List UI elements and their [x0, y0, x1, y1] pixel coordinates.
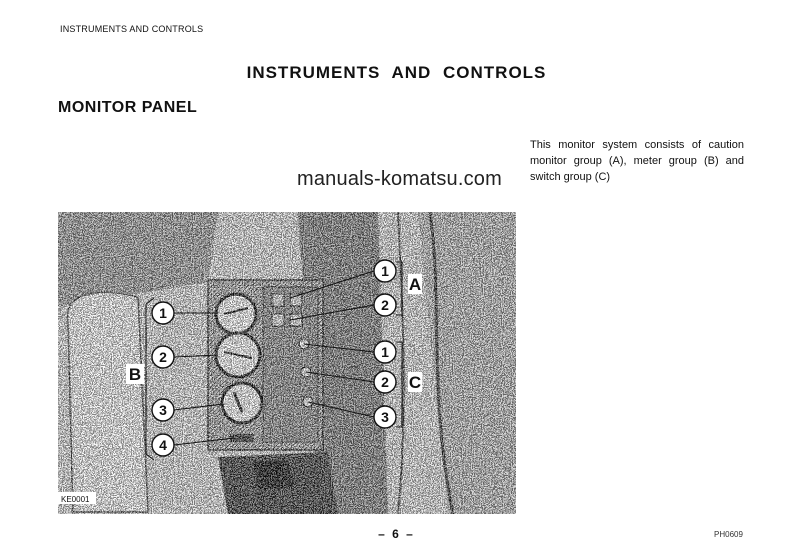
callout-b-1: 1 — [159, 305, 167, 321]
monitor-panel-photo — [58, 212, 516, 514]
group-label-a: A — [408, 275, 422, 294]
callout-c-1: 1 — [381, 344, 389, 360]
description-paragraph: This monitor system consists of caution monitor group (A), meter group (B) and switch group (C) — [530, 139, 744, 183]
running-header: INSTRUMENTS AND CONTROLS — [60, 24, 204, 34]
page-title: INSTRUMENTS AND CONTROLS — [246, 63, 547, 82]
watermark-text: manuals-komatsu.com — [297, 168, 502, 190]
callout-b-2: 2 — [159, 349, 167, 365]
section-title: MONITOR PANEL — [58, 99, 198, 116]
photo-code: KE0001 — [61, 495, 90, 504]
page-number: – 6 – — [378, 527, 415, 541]
callout-c-3: 3 — [381, 409, 389, 425]
page-code: PH0609 — [714, 530, 743, 539]
callout-b-3: 3 — [159, 402, 167, 418]
group-label-c: C — [408, 373, 422, 392]
callout-b-4: 4 — [159, 437, 167, 453]
callout-a-2: 2 — [381, 297, 389, 313]
callout-c-2: 2 — [381, 374, 389, 390]
callout-a-1: 1 — [381, 263, 389, 279]
group-label-b: B — [128, 365, 142, 384]
